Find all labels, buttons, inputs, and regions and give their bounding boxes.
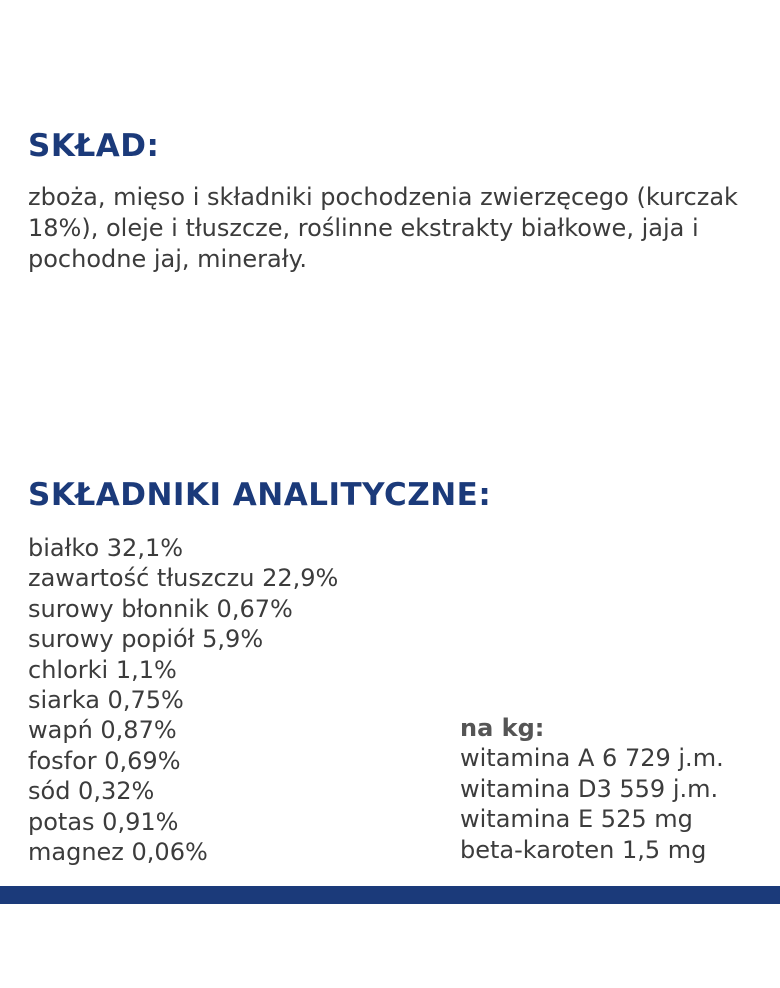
analytical-item-fibre: surowy błonnik 0,67% xyxy=(28,594,293,623)
per-kg-list xyxy=(460,713,724,865)
analytical-item-sulphur: siarka 0,75% xyxy=(28,686,184,715)
beta-carotene: beta-karoten 1,5 mg xyxy=(460,835,707,864)
analytical-item-phosphorus: fosfor 0,69% xyxy=(28,746,181,775)
vitamin-d3: witamina D3 559 j.m. xyxy=(460,774,719,803)
analytical-item-fat: zawartość tłuszczu 22,9% xyxy=(28,564,339,593)
composition-text: zboża, mięso i składniki pochodzenia zwierzęcego (kurczak 18%), oleje i tłuszcze, roślinne ekstrakty białkowe, jaja i pochodne jaj, minerały. xyxy=(28,183,738,273)
analytical-item-protein: białko 32,1% xyxy=(28,534,184,562)
analytical-item-sodium: sód 0,32% xyxy=(28,777,155,806)
analytical-item-chlorides: chlorki 1,1% xyxy=(28,655,177,684)
composition-heading: SKŁAD: xyxy=(28,128,160,164)
analytical-heading: SKŁADNIKI ANALITYCZNE: xyxy=(28,477,492,513)
analytical-item-ash: surowy popiół 5,9% xyxy=(28,625,264,654)
analytical-item-calcium: wapń 0,87% xyxy=(28,716,177,745)
analytical-list xyxy=(28,533,338,867)
analytical-item-potassium: potas 0,91% xyxy=(28,807,179,836)
vitamin-e: witamina E 525 mg xyxy=(460,805,693,834)
footer-bar xyxy=(0,886,780,904)
per-kg-heading: na kg: xyxy=(460,714,545,742)
analytical-item-magnesium: magnez 0,06% xyxy=(28,838,208,867)
vitamin-a: witamina A 6 729 j.m. xyxy=(460,744,724,773)
